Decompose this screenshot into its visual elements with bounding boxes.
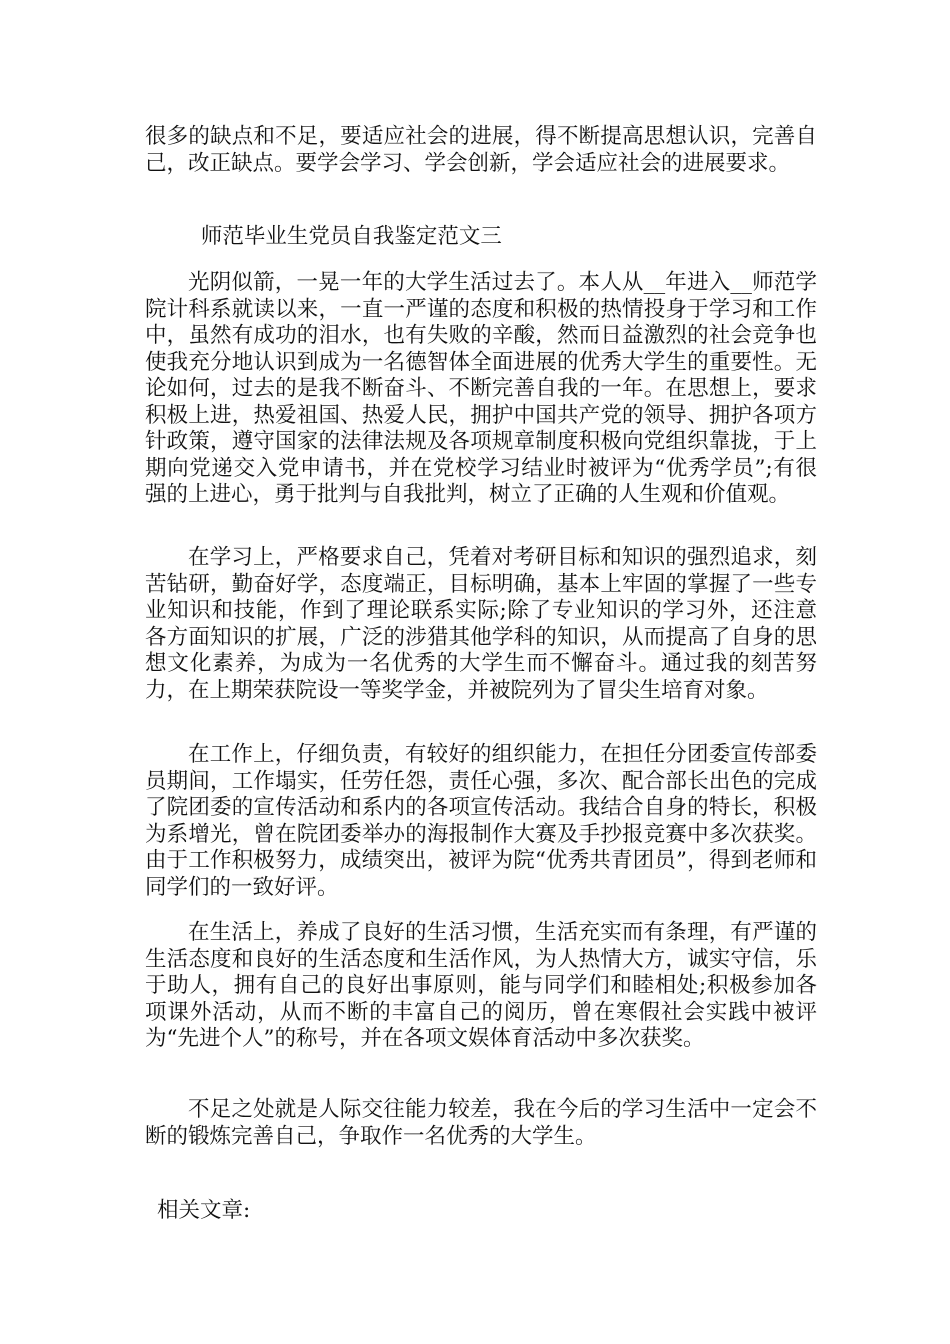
paragraph-work: 在工作上，仔细负责，有较好的组织能力，在担任分团委宣传部委员期间，工作塌实，任劳任怨，责任心强，多次、配合部长出色的完成了院团委的宣传活动和系内的各项宣传活动。我结合自身的特长，积极为系增光，曾在院团委举办的海报制作大赛及手抄报竞赛中多次获奖。由于工作积极努力，成绩突出，被评为院“优秀共青团员”，得到老师和同学们的一致好评。 — [145, 742, 817, 900]
paragraph-continued: 很多的缺点和不足，要适应社会的进展，得不断提高思想认识，完善自己，改正缺点。要学会学习、学会创新，学会适应社会的进展要求。 — [145, 124, 817, 176]
section-title: 师范毕业生党员自我鉴定范文三 — [200, 224, 502, 249]
paragraph-intro: 光阴似箭，一晃一年的大学生活过去了。本人从__年进入__师范学院计科系就读以来，一直一严谨的态度和积极的热情投身于学习和工作中，虽然有成功的泪水，也有失败的辛酸，然而日益激烈的社会竞争也使我充分地认识到成为一名德智体全面进展的优秀大学生的重要性。无论如何，过去的是我不断奋斗、不断完善自我的一年。在思想上，要求积极上进，热爱祖国、热爱人民，拥护中国共产党的领导、拥护各项方针政策，遵守国家的法律法规及各项规章制度积极向党组织靠拢，于上期向党递交入党申请书，并在党校学习结业时被评为“优秀学员”;有很强的上进心，勇于批判与自我批判，树立了正确的人生观和价值观。 — [145, 270, 817, 507]
paragraph-shortcomings: 不足之处就是人际交往能力较差，我在今后的学习生活中一定会不断的锻炼完善自己，争取作一名优秀的大学生。 — [145, 1097, 817, 1149]
paragraph-life: 在生活上，养成了良好的生活习惯，生活充实而有条理，有严谨的生活态度和良好的生活态度和生活作风，为人热情大方，诚实守信，乐于助人，拥有自己的良好出事原则，能与同学们和睦相处;积极参加各项课外活动，从而不断的丰富自己的阅历，曾在寒假社会实践中被评为“先进个人”的称号，并在各项文娱体育活动中多次获奖。 — [145, 920, 817, 1051]
related-articles-label: 相关文章: — [157, 1198, 251, 1223]
paragraph-study: 在学习上，严格要求自己，凭着对考研目标和知识的强烈追求，刻苦钻研，勤奋好学，态度端正，目标明确，基本上牢固的掌握了一些专业知识和技能，作到了理论联系实际;除了专业知识的学习外，还注意各方面知识的扩展，广泛的涉猎其他学科的知识，从而提高了自身的思想文化素养，为成为一名优秀的大学生而不懈奋斗。通过我的刻苦努力，在上期荣获院设一等奖学金，并被院列为了冒尖生培育对象。 — [145, 545, 817, 703]
